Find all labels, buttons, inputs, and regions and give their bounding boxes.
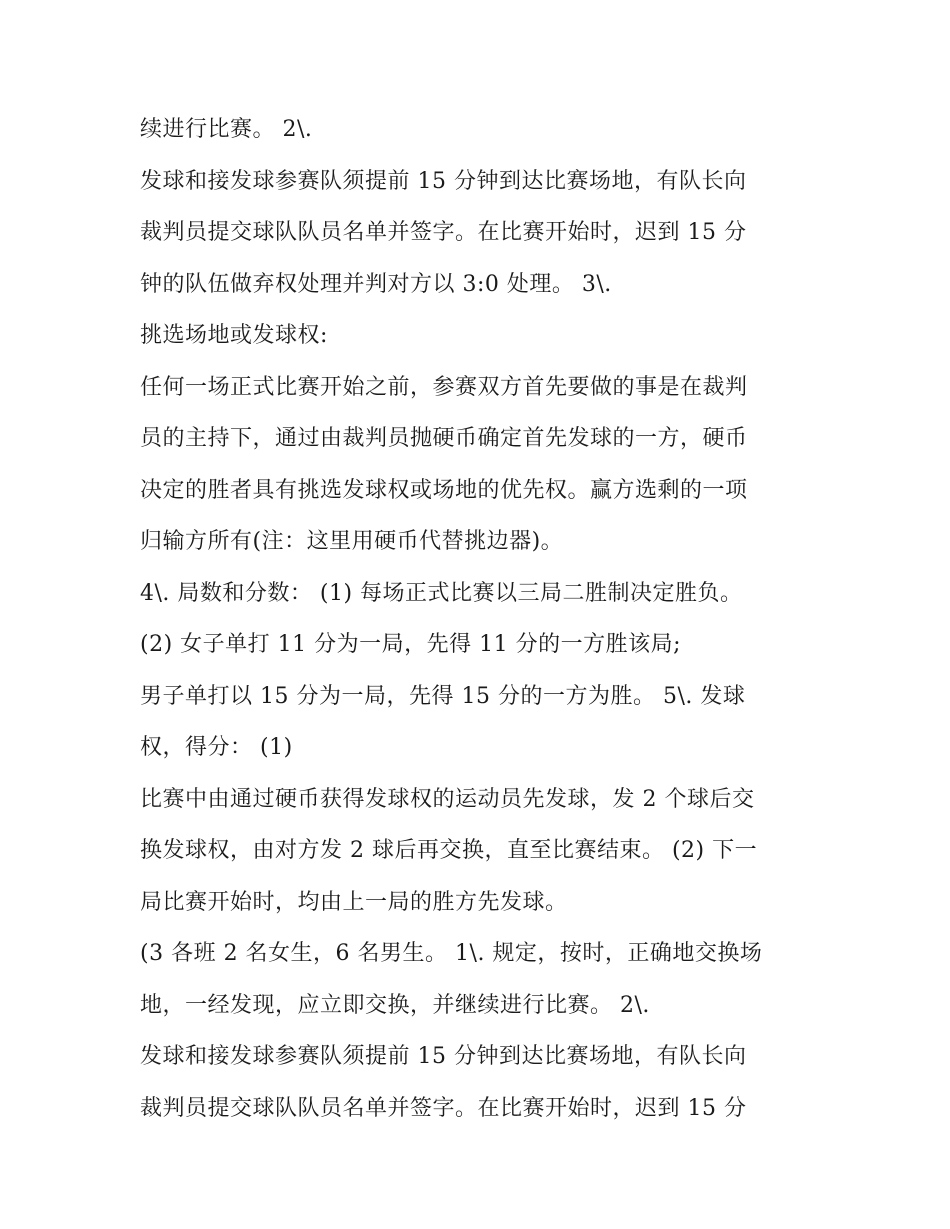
- text-line: 裁判员提交球队队员名单并签字。在比赛开始时，迟到 15 分: [140, 1095, 747, 1121]
- text-line: 员的主持下，通过由裁判员抛硬币确定首先发球的一方，硬币: [140, 426, 748, 451]
- text-line: 4\. 局数和分数： (1) 每场正式比赛以三局二胜制决定胜负。: [140, 580, 743, 606]
- text-line: 裁判员提交球队队员名单并签字。在比赛开始时，迟到 15 分: [140, 220, 747, 245]
- text-line: 换发球权，由对方发 2 球后再交换，直至比赛结束。 (2) 下一: [140, 838, 758, 863]
- text-line: (3 各班 2 名女生，6 名男生。 1\. 规定，按时，正确地交换场: [140, 941, 763, 966]
- text-line: 男子单打以 15 分为一局，先得 15 分的一方为胜。 5\. 发球: [140, 683, 746, 709]
- text-line: 比赛中由通过硬币获得发球权的运动员先发球，发 2 个球后交: [140, 786, 755, 812]
- document-page: [140, 104, 840, 1134]
- text-line: 归输方所有(注：这里用硬币代替挑边器)。: [140, 529, 564, 554]
- text-line: 钟的队伍做弃权处理并判对方以 3:0 处理。 3\.: [140, 271, 612, 297]
- text-line: 发球和接发球参赛队须提前 15 分钟到达比赛场地，有队长向: [140, 168, 747, 194]
- text-line: 任何一场正式比赛开始之前，参赛双方首先要做的事是在裁判: [140, 374, 748, 400]
- text-line: 续进行比赛。 2\.: [140, 117, 313, 142]
- text-line: 挑选场地或发球权:: [140, 323, 328, 348]
- text-line: 发球和接发球参赛队须提前 15 分钟到达比赛场地，有队长向: [140, 1044, 747, 1069]
- text-line: 权，得分： (1): [140, 735, 293, 760]
- text-line: 决定的胜者具有挑选发球权或场地的优先权。赢方选剩的一项: [140, 477, 748, 503]
- text-line: 局比赛开始时，均由上一局的胜方先发球。: [140, 889, 568, 915]
- text-line: (2) 女子单打 11 分为一局，先得 11 分的一方胜该局;: [140, 632, 682, 657]
- text-line: 地，一经发现，应立即交换，并继续进行比赛。 2\.: [140, 992, 650, 1018]
